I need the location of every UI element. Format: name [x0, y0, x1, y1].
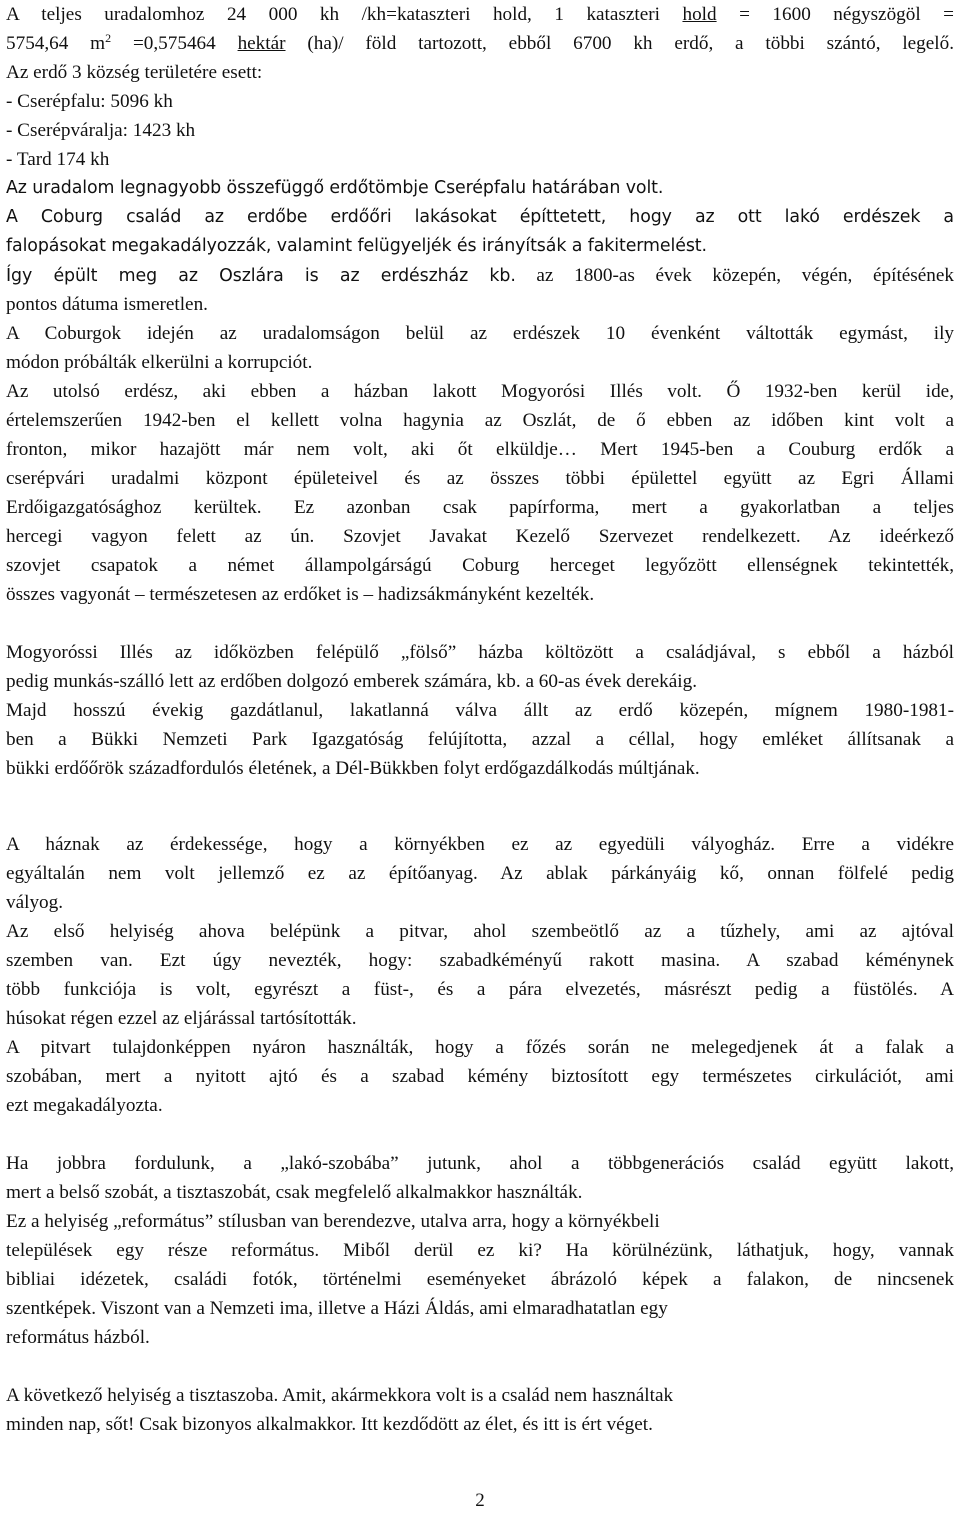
text-line: fronton, mikor hazajött már nem volt, aki őt elküldje… Mert 1945-ben a Couburg erdők a [6, 439, 954, 460]
text-line: Ez a helyiség „református” stílusban van berendezve, utalva arra, hogy a környékbeli [6, 1211, 660, 1232]
text-line: minden nap, sőt! Csak bizonyos alkalmakkor. Itt kezdődött az élet, és itt is ért véget. [6, 1414, 653, 1435]
document-body [6, 0, 954, 1439]
text-line: módon próbálták elkerülni a korrupciót. [6, 352, 313, 373]
text-line: református házból. [6, 1327, 150, 1348]
text-line: A Coburg család az erdőbe erdőőri lakásokat építtetett, hogy az ott lakó erdészek a [6, 207, 954, 227]
text-line: - Cserépváralja: 1423 kh [6, 120, 196, 141]
text-line: ben a Bükki Nemzeti Park Igazgatóság felújította, azzal a céllal, hogy emléket állítsanak a [6, 729, 954, 750]
text-line: Mogyoróssi Illés az időközben felépülő „fölső” házba költözött a családjával, s ebből a házból [6, 642, 954, 663]
text-line: húsokat régen ezzel az eljárással tartósították. [6, 1008, 357, 1029]
text-line: vályog. [6, 892, 64, 913]
text-line: Erdőigazgatósághoz kerültek. Ez azonban csak papírforma, mert a gyakorlatban a teljes [6, 497, 954, 518]
text-line: cserépvári uradalmi központ épületeivel és az összes többi épülettel együtt az Egri Állami [6, 468, 954, 489]
text-line: 5754,64 $m^2 =0,575464$ hektár (ha)/ föld tartozott, ebből 6700 kh erdő, a többi szántó, legelő. [6, 31, 954, 54]
text-line: ezt megakadályozta. [6, 1095, 163, 1116]
text-line: A teljes uradalomhoz 24 000 kh /kh=kataszteri hold, 1 kataszteri hold = 1600 négyszögöl = [6, 4, 954, 25]
text-line: települések egy része református. Miből derül ez ki? Ha körülnézünk, láthatjuk, hogy, vannak [6, 1240, 954, 1261]
text-line: pontos dátuma ismeretlen. [6, 294, 208, 315]
paragraph-gap [6, 1352, 954, 1381]
text-line: A háznak az érdekessége, hogy a környékben ez az egyedüli vályogház. Erre a vidékre [6, 834, 954, 855]
text-line: falopásokat megakadályozzák, valamint felügyeljék és irányítsák a fakitermelést. [6, 236, 707, 256]
text-line: A következő helyiség a tisztaszoba. Amit, akármekkora volt is a család nem használtak [6, 1385, 674, 1406]
text-line: mert a belső szobát, a tisztaszobát, csak megfelelő alkalmakkor használták. [6, 1182, 583, 1203]
text-line: - Tard 174 kh [6, 149, 110, 170]
text-line: szemben van. Ezt úgy nevezték, hogy: szabadkéményű rakott masina. A szabad kéménynek [6, 950, 954, 971]
text-line: szobában, mert a nyitott ajtó és a szabad kémény biztosított egy természetes cirkulációt, ami [6, 1066, 954, 1087]
text-line: Az erdő 3 község területére esett: [6, 62, 263, 83]
text-line: hercegi vagyon felett az ún. Szovjet Javakat Kezelő Szervezet rendelkezett. Az ideérkező [6, 526, 954, 547]
text-line: Majd hosszú évekig gazdátlanul, lakatlanná válva állt az erdő közepén, mígnem 1980-1981- [6, 700, 954, 721]
text-line: összes vagyonát – természetesen az erdőket is – hadizsákmányként kezelték. [6, 584, 595, 605]
text-line: több funkciója is volt, egyrészt a füst-, és a pára elvezetés, másrészt pedig a füstölés. A [6, 979, 954, 1000]
hold-link[interactable]: hold [682, 4, 717, 25]
paragraph-gap [6, 1120, 954, 1149]
text-line: Az utolsó erdész, aki ebben a házban lakott Mogyorósi Illés volt. Ő 1932-ben kerül ide, [6, 381, 954, 402]
text-line: bibliai idézetek, családi fotók, történelmi eseményeket ábrázoló képek a falakon, de nincsenek [6, 1269, 954, 1290]
text-line: - Cserépfalu: 5096 kh [6, 91, 173, 112]
text-line: szovjet csapatok a német állampolgárságú Coburg herceget legyőzött ellenségnek tekintették, [6, 555, 954, 576]
paragraph-gap [6, 609, 954, 638]
text-line: értelemszerűen 1942-ben el kellett volna hagynia az Oszlát, de ő ebben az időben kint volt a [6, 410, 954, 431]
text-line: A pitvart tulajdonképpen nyáron használták, hogy a főzés során ne melegedjenek át a falak a [6, 1037, 954, 1058]
text-line: szentképek. Viszont van a Nemzeti ima, illetve a Házi Áldás, ami elmaradhatatlan egy [6, 1298, 668, 1319]
hektar-link[interactable]: hektár [237, 33, 286, 54]
text-line: egyáltalán nem volt jellemző ez az építőanyag. Az ablak párkányáig kő, onnan fölfelé pedig [6, 863, 954, 884]
text-line: Így épült meg az Oszlára is az erdészház kb. az 1800-as évek közepén, végén, építésének [6, 265, 954, 286]
text-line: A Coburgok idején az uradalomságon belül az erdészek 10 évenként váltották egymást, ily [6, 323, 954, 344]
text-line: Az első helyiség ahova belépünk a pitvar, ahol szembeötlő az a tűzhely, ami az ajtóval [6, 921, 954, 942]
text-line: Az uradalom legnagyobb összefüggő erdőtömbje Cserépfalu határában volt. [6, 178, 664, 198]
text-line: pedig munkás-szálló lett az erdőben dolgozó emberek számára, kb. a 60-as évek derekáig. [6, 671, 698, 692]
text-line: Ha jobbra fordulunk, a „lakó-szobába” jutunk, ahol a többgenerációs család együtt lakott, [6, 1153, 954, 1174]
paragraph-gap [6, 783, 954, 830]
page-number: 2 [475, 1490, 485, 1511]
text-line: bükki erdőőrök századfordulós életének, a Dél-Bükkben folyt erdőgazdálkodás múltjának. [6, 758, 700, 779]
